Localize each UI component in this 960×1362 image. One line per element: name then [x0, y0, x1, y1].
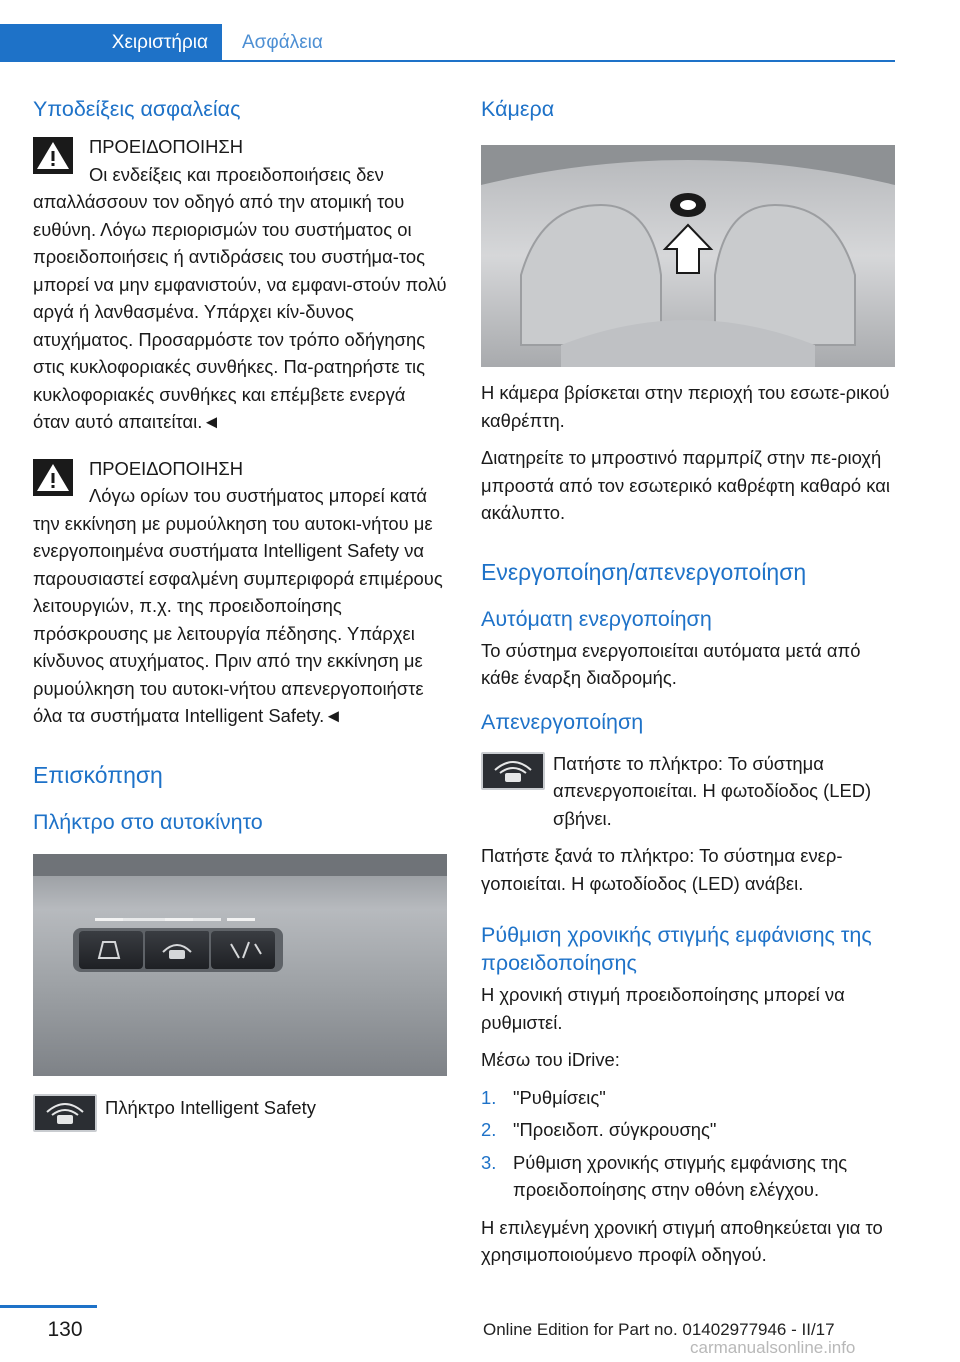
tab-controls[interactable]	[0, 24, 222, 62]
camera-keep-clear-text: Διατηρείτε το μπροστινό παρμπρίζ στην πε-ριοχή μπροστά από τον εσωτερικό καθρέφτη καθαρό και ακάλυπτο.	[481, 447, 890, 523]
intelligent-safety-key-icon	[33, 1094, 97, 1132]
warning-triangle-icon	[33, 137, 73, 174]
deactivation-heading: Απενεργοποίηση	[481, 709, 644, 734]
camera-heading: Κάμερα	[481, 97, 555, 121]
warning-text: Λόγω ορίων του συστήματος μπορεί κατά την εκκίνηση με ρυμούλκηση του αυτοκι-νήτου με ενεργοποιημένα συστήματα Intelligent Safety να παρουσιαστεί εσφαλμένη συμπεριφορά επιμέρους λειτουργιών, π.χ. της προειδοποίησης πρόσκρουσης με λειτουργία πέδησης. Υπάρχει κίνδυνος ατυχήματος. Πριν από την εκκίνηση με ρυμούλκηση του αυτοκι-νήτου απενεργοποιήστε όλα τα συστήματα Intelligent Safety.◄	[33, 485, 443, 726]
press-once-text: Πατήστε το πλήκτρο: Το σύστημα απενεργοποιείται. Η φωτοδίοδος (LED) σβήνει.	[553, 752, 872, 829]
edition-text: Online Edition for Part no. 01402977946 - II/17	[483, 1320, 835, 1339]
safety-notes-heading: Υποδείξεις ασφαλείας	[33, 97, 241, 121]
chapter-header	[0, 24, 960, 62]
warning-block-2	[33, 455, 447, 730]
profile-stored-text: Η επιλεγμένη χρονική στιγμή αποθηκεύεται για το χρησιμοποιούμενο προφίλ οδηγού.	[481, 1216, 883, 1265]
timing-heading: Ρύθμιση χρονικής στιγμής εμφάνισης της προειδοποίησης	[481, 923, 872, 975]
tab-safety-label: Ασφάλεια	[242, 32, 323, 53]
car-warning-icon	[491, 758, 535, 784]
auto-activation-text: Το σύστημα ενεργοποιείται αυτόματα μετά από κάθε έναρξη διαδρομής.	[481, 639, 861, 688]
press-once-row	[481, 750, 895, 833]
step-text: "Προειδοπ. σύγκρουσης"	[513, 1119, 717, 1140]
camera-photo	[481, 145, 895, 367]
footer-rule	[0, 1305, 97, 1308]
step-number: 2.	[481, 1119, 497, 1140]
watermark-text: carmanualsonline.info	[690, 1338, 856, 1357]
activation-heading: Ενεργοποίηση/απενεργοποίηση	[481, 558, 807, 585]
list-item	[481, 1149, 895, 1204]
page-number: 130	[47, 1318, 83, 1341]
warning-title: ΠΡΟΕΙΔΟΠΟΙΗΣΗ	[89, 457, 244, 479]
idrive-steps-list	[481, 1084, 895, 1204]
step-text: "Ρυθμίσεις"	[513, 1086, 606, 1108]
press-again-text: Πατήστε ξανά το πλήκτρο: Το σύστημα ενερ-γοποιείται. Η φωτοδίοδος (LED) ανάβει.	[481, 845, 843, 894]
step-text: Ρύθμιση χρονικής στιγμής εμφάνισης της προειδοποίησης στην οθόνη ελέγχου.	[513, 1151, 848, 1200]
warning-text: Οι ενδείξεις και προειδοποιήσεις δεν απαλλάσσουν τον οδηγό από την ατομική του ευθύνη. Λόγω περιορισμών του συστήματος οι προειδοποιήσεις ή αντιδράσεις του συστήμα-τος μπορεί να μην εμφανιστούν, να εμφανι-στούν πολύ αργά ή λανθασμένα. Υπάρχει κίν-δυνος ατυχήματος. Προσαρμόστε τον τρόπο οδήγησης στις κυκλοφοριακές συνθήκες. Πα-ρατηρήστε τις κυκλοφοριακές συνθήκες και επέμβετε ενεργά όταν αυτό απαιτείται.◄	[33, 163, 447, 432]
button-in-car-heading: Πλήκτρο στο αυτοκίνητο	[33, 809, 263, 834]
button-panel-image	[33, 854, 447, 1076]
key-caption: Πλήκτρο Intelligent Safety	[105, 1096, 316, 1118]
header-rule	[222, 60, 895, 62]
right-column	[481, 95, 895, 1269]
list-item	[481, 1084, 895, 1112]
warning-title: ΠΡΟΕΙΔΟΠΟΙΗΣΗ	[89, 136, 244, 157]
tab-controls-label: Χειριστήρια	[111, 32, 208, 53]
camera-location-text: Η κάμερα βρίσκεται στην περιοχή του εσωτε-ρικού καθρέπτη.	[481, 382, 890, 431]
car-warning-icon	[43, 1100, 87, 1126]
interior-camera-image	[481, 145, 895, 367]
intelligent-safety-key-icon	[481, 752, 545, 790]
list-item	[481, 1116, 895, 1144]
left-column	[33, 95, 447, 1121]
warning-triangle-icon	[33, 459, 73, 496]
overview-heading: Επισκόπηση	[33, 761, 163, 788]
button-panel-photo	[33, 854, 447, 1076]
via-idrive-text: Μέσω του iDrive:	[481, 1049, 620, 1070]
tab-safety[interactable]	[222, 24, 323, 62]
key-caption-row	[33, 1094, 447, 1122]
step-number: 3.	[481, 1151, 497, 1173]
step-number: 1.	[481, 1086, 497, 1108]
timing-text: Η χρονική στιγμή προειδοποίησης μπορεί να ρυθμιστεί.	[481, 984, 845, 1033]
auto-activation-heading: Αυτόματη ενεργοποίηση	[481, 606, 712, 631]
warning-block-1	[33, 133, 447, 436]
